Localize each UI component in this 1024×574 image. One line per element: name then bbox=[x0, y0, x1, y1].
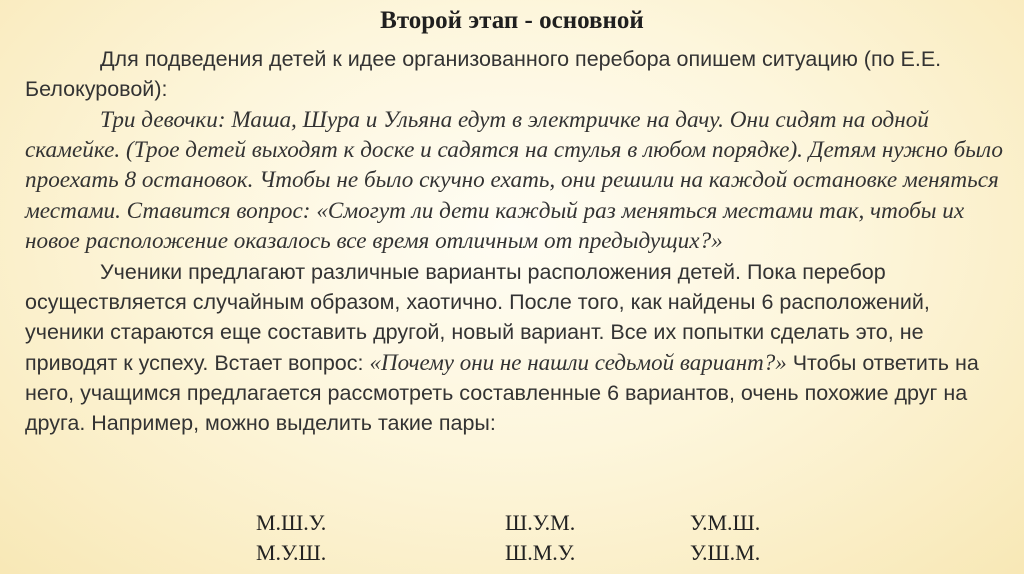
students-text-start: Ученики предлагают различные варианты расположения детей. Пока перебор осуществляется случайным образом, хаотично. После того, как найдены 6 расположений, ученики стараются еще составить другой, новый вариант. Все их попытки сделать это, не приводят к успеху. Встает вопрос: bbox=[25, 259, 930, 375]
pairs-row bbox=[0, 508, 1024, 538]
students-paragraph bbox=[25, 257, 1005, 439]
story-paragraph: Три девочки: Маша, Шура и Ульяна едут в электричке на дачу. Они сидят на одной скамейке. (Трое детей выходят к доске и садятся на стулья в любом порядке). Детям нужно было проехать 8 остановок. Чтобы не было скучно ехать, они решили на каждой остановке меняться местами. Ставится вопрос: «Смогут ли дети каждый раз меняться местами так, чтобы их новое расположение оказалось все время отличным от предыдущих?» bbox=[25, 106, 1003, 255]
question-text: «Почему они не нашли седьмой вариант?» bbox=[369, 349, 787, 375]
slide-title: Второй этап - основной bbox=[380, 7, 644, 34]
slide-body bbox=[25, 44, 1005, 438]
intro-paragraph: Для подведения детей к идее организованного перебора опишем ситуацию (по Е.Е. Белокуровой): bbox=[25, 47, 942, 102]
pair-cell: У.М.Ш. bbox=[690, 510, 761, 535]
pair-cell: Ш.У.М. bbox=[505, 510, 576, 535]
pair-cell: М.Ш.У. bbox=[256, 510, 327, 535]
pair-cell: У.Ш.М. bbox=[690, 540, 761, 565]
students-text-end: Чтобы ответить на него, учащимся предлагается рассмотреть составленные 6 вариантов, очень похожие друг на друга. Например, можно выделить такие пары: bbox=[25, 350, 979, 436]
pairs-row bbox=[0, 538, 1024, 568]
pair-cell: М.У.Ш. bbox=[256, 540, 327, 565]
pairs-table bbox=[0, 508, 1024, 568]
pair-cell: Ш.М.У. bbox=[505, 540, 576, 565]
